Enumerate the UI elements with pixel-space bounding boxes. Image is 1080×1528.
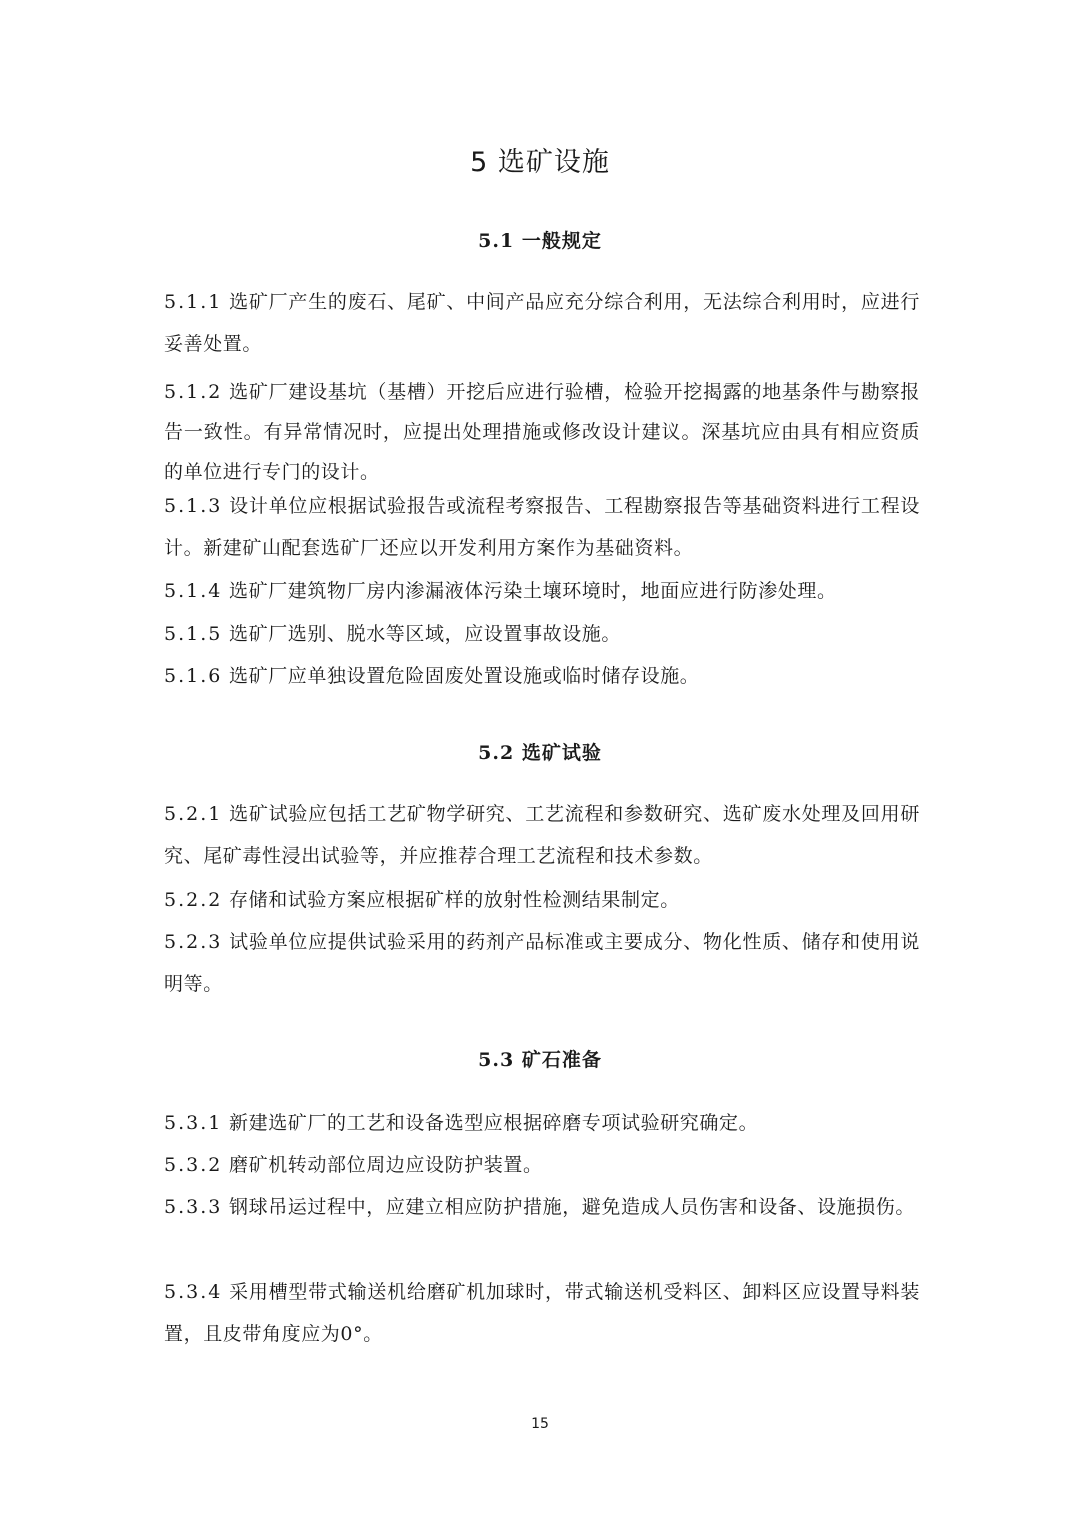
clause-number: 5.1.4	[164, 580, 223, 602]
clause-text: 选矿厂选别、脱水等区域，应设置事故设施。	[229, 623, 622, 645]
clause-5-2-3	[164, 921, 920, 1005]
clause-text: 设计单位应根据试验报告或流程考察报告、工程勘察报告等基础资料进行工程设计。新建矿山配套选矿厂还应以开发利用方案作为基础资料。	[164, 495, 920, 559]
clause-5-3-3	[164, 1186, 920, 1228]
clause-5-1-4	[164, 570, 920, 612]
clause-5-1-6	[164, 655, 920, 697]
clause-number: 5.3.2	[164, 1154, 223, 1176]
clause-text: 选矿厂产生的废石、尾矿、中间产品应充分综合利用，无法综合利用时，应进行妥善处置。	[164, 291, 920, 355]
clause-5-3-4	[164, 1271, 920, 1355]
clause-text: 钢球吊运过程中，应建立相应防护措施，避免造成人员伤害和设备、设施损伤。	[229, 1196, 916, 1218]
clause-number: 5.3.3	[164, 1196, 223, 1218]
clause-text: 试验单位应提供试验采用的药剂产品标准或主要成分、物化性质、储存和使用说明等。	[164, 931, 920, 995]
clause-number: 5.1.3	[164, 495, 223, 517]
clause-number: 5.2.1	[164, 803, 223, 825]
clause-5-1-5	[164, 613, 920, 655]
clause-number: 5.2.3	[164, 931, 223, 953]
chapter-title: 5 选矿设施	[470, 147, 610, 178]
clause-text: 采用槽型带式输送机给磨矿机加球时，带式输送机受料区、卸料区应设置导料装置，且皮带角度应为0°。	[164, 1281, 920, 1345]
clause-text: 磨矿机转动部位周边应设防护装置。	[229, 1154, 543, 1176]
page-number: 15	[531, 1416, 549, 1432]
clause-text: 选矿厂建筑物厂房内渗漏液体污染土壤环境时，地面应进行防渗处理。	[229, 580, 837, 602]
clause-text: 选矿厂应单独设置危险固废处置设施或临时储存设施。	[229, 665, 700, 687]
clause-number: 5.1.6	[164, 665, 223, 687]
clause-number: 5.1.2	[164, 381, 223, 403]
clause-text: 选矿厂建设基坑（基槽）开挖后应进行验槽，检验开挖揭露的地基条件与勘察报告一致性。有异常情况时，应提出处理措施或修改设计建议。深基坑应由具有相应资质的单位进行专门的设计。	[164, 381, 920, 483]
clause-text: 新建选矿厂的工艺和设备选型应根据碎磨专项试验研究确定。	[229, 1112, 759, 1134]
section-heading-5-2: 5.2 选矿试验	[478, 742, 602, 764]
section-heading-5-1: 5.1 一般规定	[478, 230, 602, 252]
clause-number: 5.3.4	[164, 1281, 223, 1303]
clause-number: 5.1.5	[164, 623, 223, 645]
clause-text: 选矿试验应包括工艺矿物学研究、工艺流程和参数研究、选矿废水处理及回用研究、尾矿毒性浸出试验等，并应推荐合理工艺流程和技术参数。	[164, 803, 920, 867]
clause-5-1-3	[164, 485, 920, 569]
section-heading-5-3: 5.3 矿石准备	[478, 1049, 602, 1071]
clause-5-1-2	[164, 372, 920, 492]
clause-5-3-1	[164, 1102, 920, 1144]
clause-5-2-1	[164, 793, 920, 877]
clause-number: 5.3.1	[164, 1112, 223, 1134]
clause-number: 5.1.1	[164, 291, 223, 313]
clause-text: 存储和试验方案应根据矿样的放射性检测结果制定。	[229, 889, 680, 911]
clause-5-2-2	[164, 879, 920, 921]
clause-5-3-2	[164, 1144, 920, 1186]
clause-5-1-1	[164, 281, 920, 365]
clause-number: 5.2.2	[164, 889, 223, 911]
